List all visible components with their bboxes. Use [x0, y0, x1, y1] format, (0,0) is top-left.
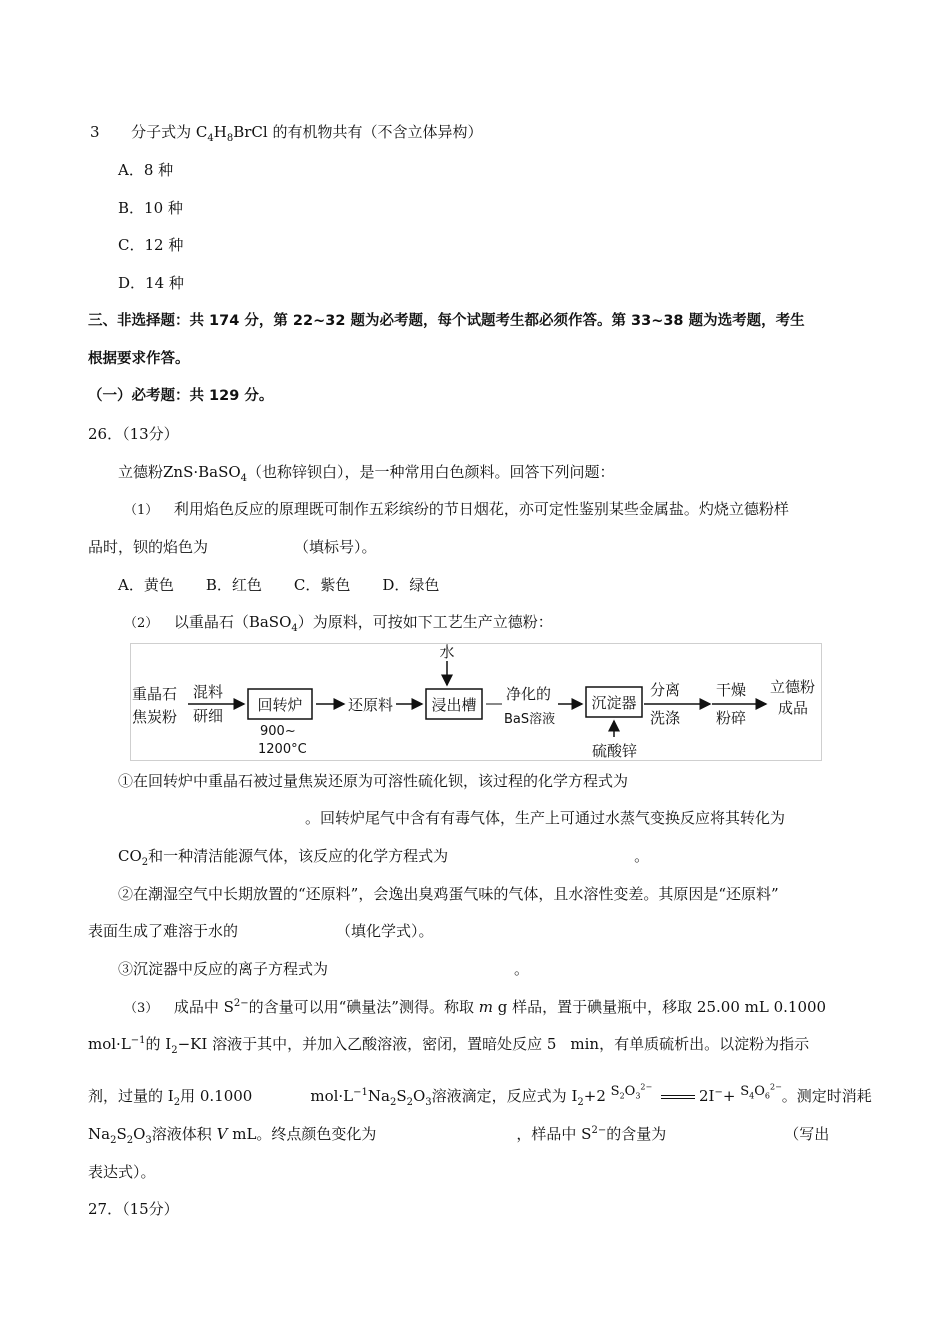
part-1-options: A．黄色 B．红色 C．紫色 D．绿色: [118, 576, 440, 594]
section-heading-line1: 三、非选择题：共 174 分，第 22~32 题为必考题，每个试题考生都必须作答。第 33~38 题为选考题，考生: [88, 313, 805, 329]
question-26-intro: 立德粉ZnS·BaSO$_4$（也称锌钡白），是一种常用白色颜料。回答下列问题：: [118, 463, 615, 484]
process-flow-diagram: [130, 643, 822, 761]
part-3-line1: （3） 成品中 $S^{2-}$的含量可以用“碘量法”测得。称取 m g 样品，置于碘量瓶中，移取 25.00 mL 0.1000: [124, 998, 827, 1016]
question-3-stem: 3 分子式为 $C_4H_8BrCl$ 的有机物共有（不含立体异构）: [90, 123, 483, 144]
purified-solution-line1: 净化的: [506, 685, 552, 703]
sub-question-2-line1: ②在潮湿空气中长期放置的“还原料”，会逸出臭鸡蛋气味的气体，且水溶性变差。其原因是“还原料”: [118, 885, 779, 903]
temperature-range-line2: 1200°C: [258, 742, 307, 757]
step-grind: 研细: [193, 707, 224, 725]
raw-material-coke: 焦炭粉: [132, 708, 178, 726]
sub-question-2-line2: 表面生成了难溶于水的 （填化学式）。: [88, 922, 434, 940]
part-3-line4: $Na_2S_2O_3$溶液体积 V mL。终点颜色变化为 ，样品中 $S^{2-}$的含量为 （写出: [88, 1125, 830, 1146]
part-3-line5: 表达式）。: [88, 1163, 156, 1181]
step-crush: 粉碎: [716, 709, 747, 727]
required-questions-heading: （一）必考题：共 129 分。: [88, 388, 274, 404]
purified-solution-line2: BaS溶液: [504, 712, 556, 727]
part-1-line2: 品时，钡的焰色为 （填标号）。: [88, 538, 377, 556]
sub-question-3: ③沉淀器中反应的离子方程式为 。: [118, 960, 530, 978]
step-dry: 干燥: [716, 681, 747, 699]
section-heading-line2: 根据要求作答。: [88, 351, 190, 367]
equals-sign: [661, 1095, 695, 1099]
option-c: C．12 种: [118, 236, 184, 254]
sub-question-1-line1: ①在回转炉中重晶石被过量焦炭还原为可溶性硫化钡，该过程的化学方程式为: [118, 772, 629, 790]
question-26-header: 26．（13分）: [88, 425, 179, 443]
part-1-text: （1） 利用焰色反应的原理既可制作五彩缤纷的节日烟花，亦可定性鉴别某些金属盐。灼烧立德粉样: [124, 500, 789, 518]
zinc-sulfate-input: 硫酸锌: [592, 742, 638, 760]
sub-question-1-line2: 。回转炉尾气中含有有毒气体，生产上可通过水蒸气变换反应将其转化为: [305, 809, 786, 827]
leaching-tank-label: 浸出槽: [431, 696, 477, 714]
option-a: A．8 种: [118, 161, 174, 179]
part-3-line2: $mol\cdot L^{-1}$的 $I_2-KI$ 溶液于其中，并加入乙酸溶液，密闭，置暗处反应 5 min，有单质硫析出。以淀粉为指示: [88, 1035, 810, 1056]
temperature-range-line1: 900~: [260, 724, 296, 739]
part-3-line3: 剂，过量的 $I_2$用 0.1000 $mol\cdot L^{-1}Na_2S_2O_3$溶液滴定，反应式为 $I_2+2$ $S_2O_3^{2-}$ $2I^-+ S_4O_6^{2-}$。测定时消耗: [88, 1082, 872, 1108]
question-27-header: 27．（15分）: [88, 1200, 179, 1218]
step-mix: 混料: [193, 683, 224, 701]
part-2-text: （2） 以重晶石（BaSO$_4$）为原料，可按如下工艺生产立德粉：: [124, 613, 553, 634]
question-number: 3: [90, 123, 100, 141]
option-b: B．10 种: [118, 199, 183, 217]
step-wash: 洗涤: [650, 709, 681, 727]
final-product-line1: 立德粉: [770, 678, 816, 696]
raw-material-barite: 重晶石: [132, 685, 178, 703]
reduced-material: 还原料: [348, 696, 394, 714]
option-d: D．14 种: [118, 274, 184, 292]
sub-question-1-line3: $CO_2$和一种清洁能源气体，该反应的化学方程式为 。: [118, 847, 650, 868]
precipitator-label: 沉淀器: [591, 694, 637, 712]
rotary-furnace-label: 回转炉: [257, 696, 303, 714]
step-separate: 分离: [650, 681, 681, 699]
final-product-line2: 成品: [778, 699, 809, 717]
water-input: 水: [439, 643, 455, 661]
